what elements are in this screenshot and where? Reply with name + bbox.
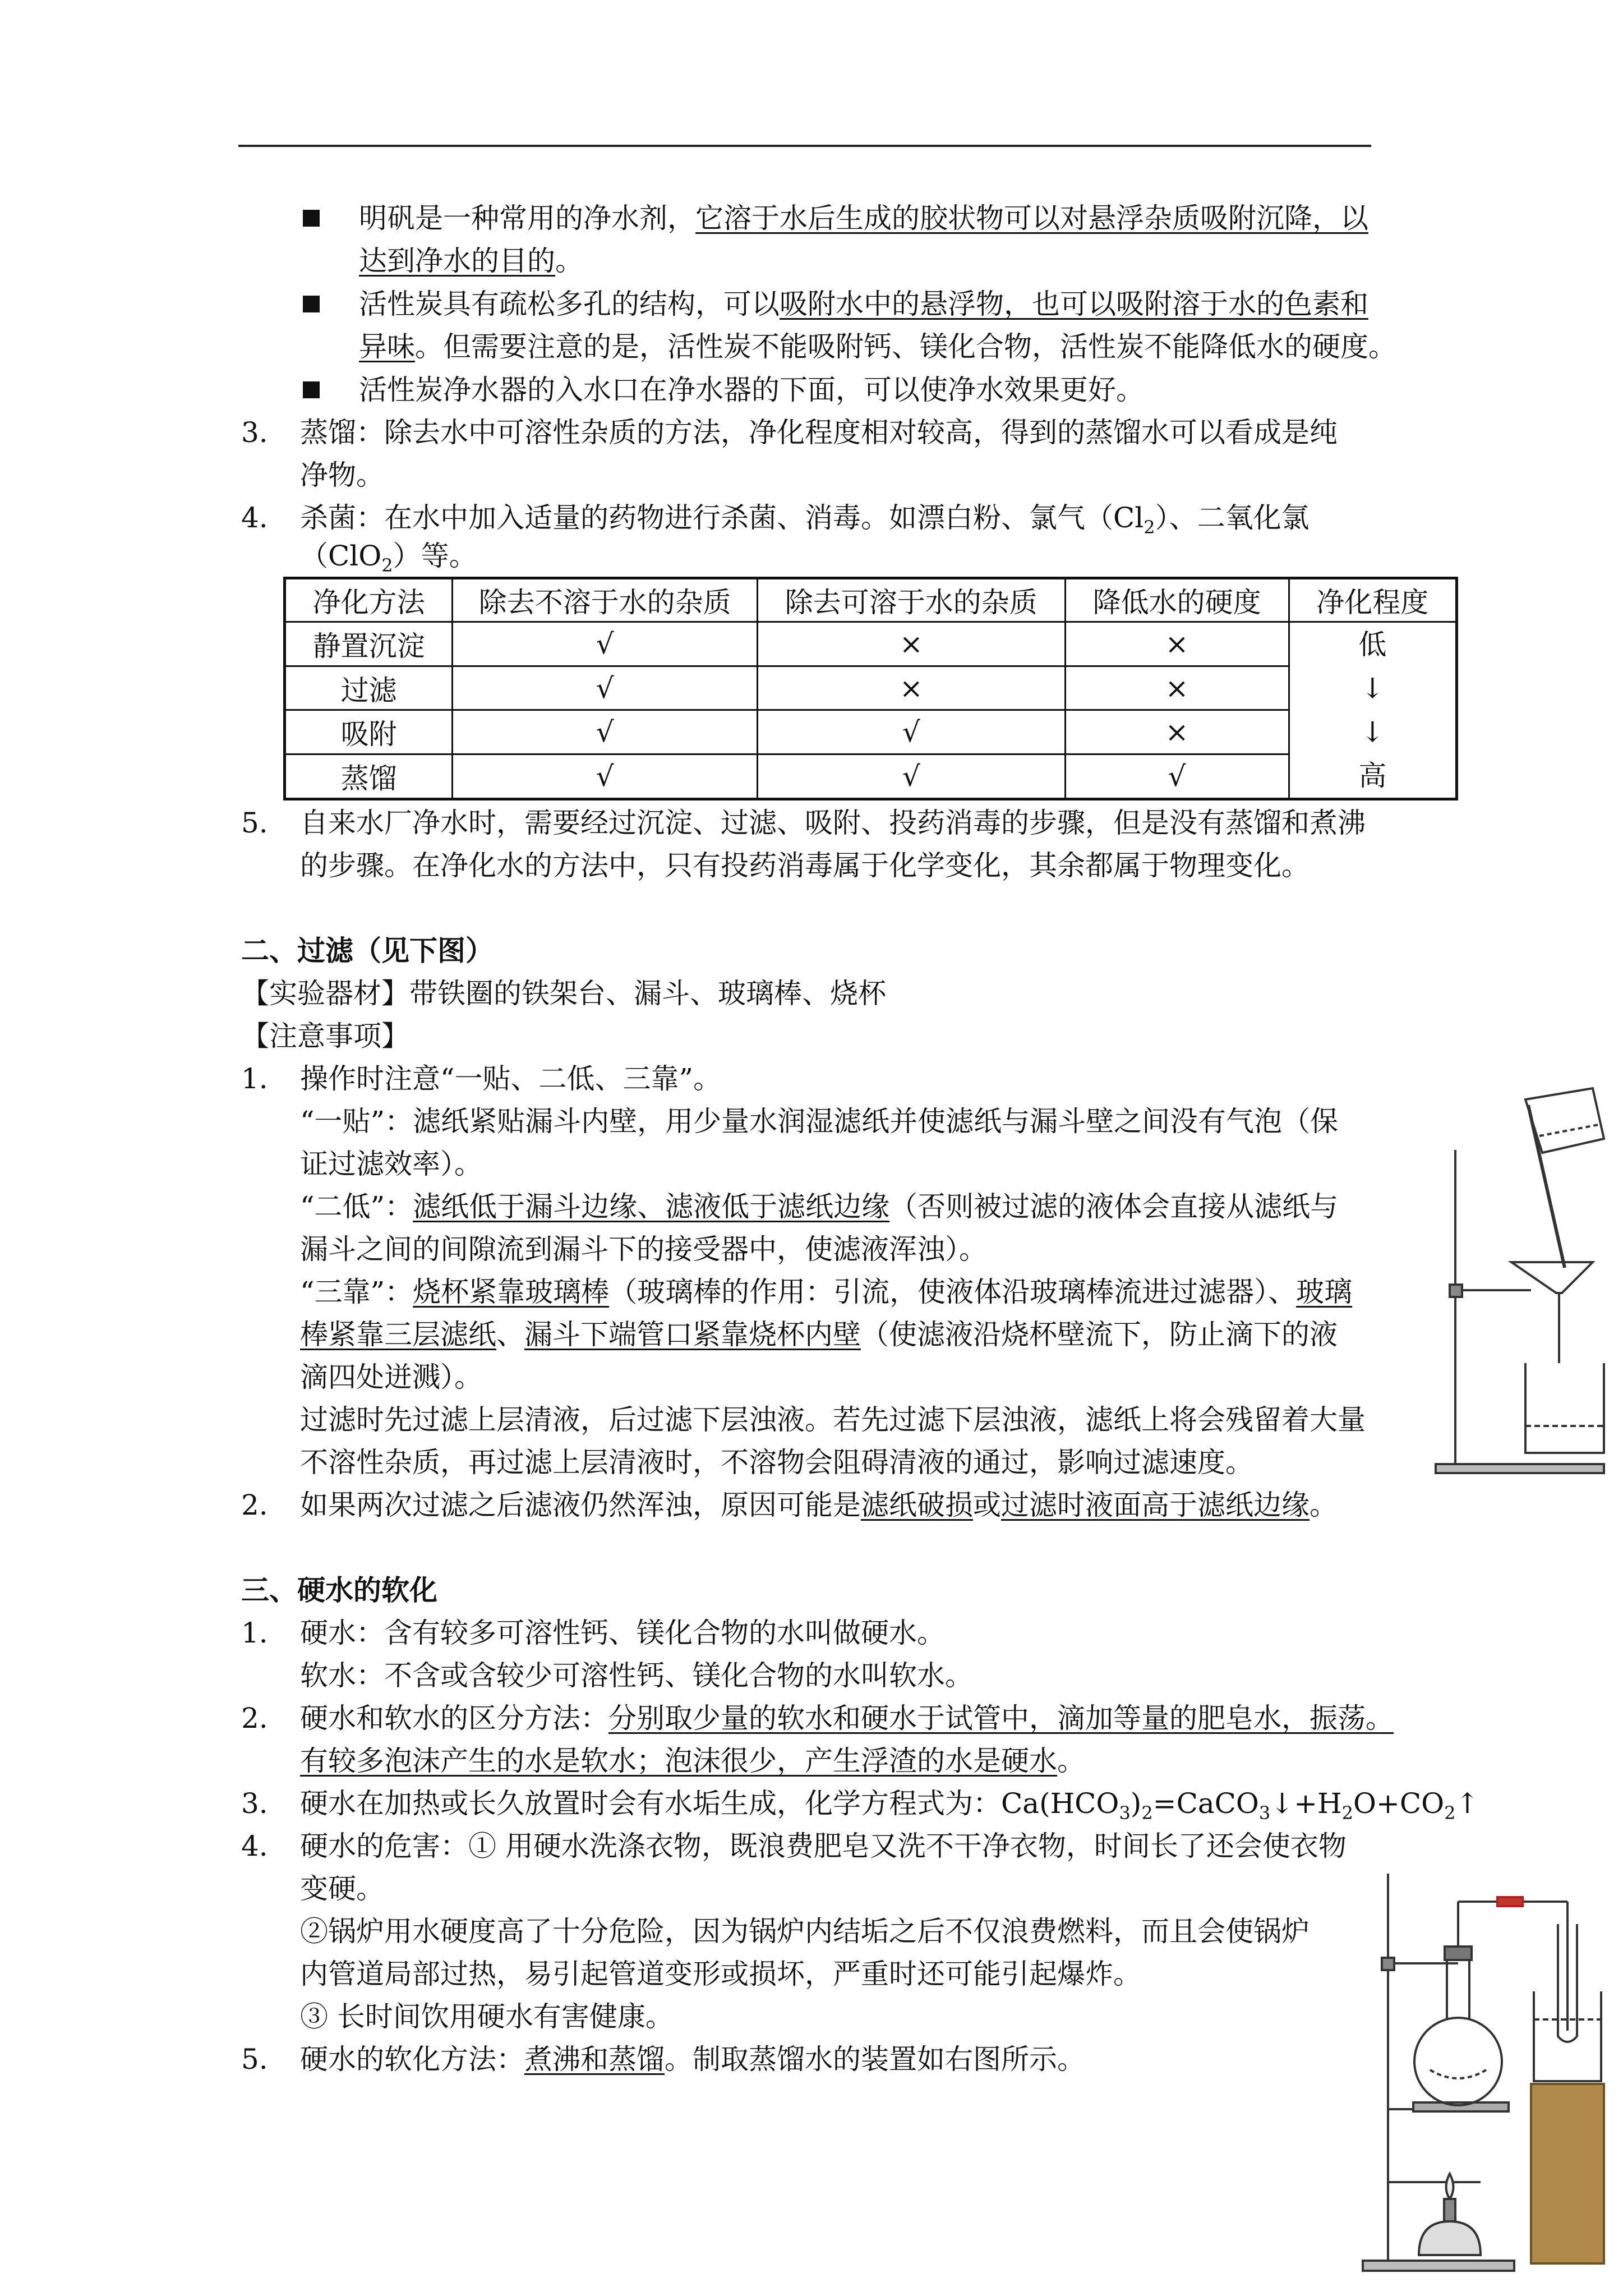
table-cell-method: 吸附 bbox=[285, 710, 453, 754]
underlined-text: 棒紧靠三层滤纸 bbox=[300, 1318, 496, 1351]
table-header: 净化方法 bbox=[285, 578, 453, 622]
item-number: 1. bbox=[241, 1617, 268, 1649]
harm-line-2: 变硬。 bbox=[300, 1872, 384, 1905]
text: （否则被过滤的液体会直接从滤纸与 bbox=[889, 1190, 1339, 1223]
notes-heading: 【注意事项】 bbox=[241, 1020, 409, 1052]
table-header-row bbox=[285, 578, 1457, 622]
filter-item-2 bbox=[300, 1483, 1338, 1527]
section-3-heading: 三、硬水的软化 bbox=[241, 1573, 437, 1607]
soft-water-def: 软水：不含或含较少可溶性钙、镁化合物的水叫软水。 bbox=[300, 1659, 973, 1692]
harm-line-4: 内管道局部过热，易引起管道变形或损坏，严重时还可能引起爆炸。 bbox=[300, 1958, 1141, 1990]
degree-arrow: ↓ bbox=[1361, 672, 1385, 705]
table-cell: √ bbox=[453, 754, 758, 799]
text: 明矾是一种常用的净水剂， bbox=[359, 202, 695, 234]
text: “二低”： bbox=[300, 1190, 413, 1223]
text: 如果两次过滤之后滤液仍然浑浊，原因可能是 bbox=[300, 1489, 861, 1521]
table-cell-method: 静置沉淀 bbox=[285, 622, 453, 666]
item-number: 1. bbox=[241, 1062, 268, 1095]
underlined-text: 煮沸和蒸馏 bbox=[524, 2043, 665, 2076]
text: 。但需要注意的是，活性炭不能吸附钙、镁化合物，活性炭不能降低水的硬度。 bbox=[415, 330, 1396, 363]
table-header: 除去可溶于水的杂质 bbox=[757, 578, 1065, 622]
text: ）等。 bbox=[393, 540, 477, 572]
underlined-text: 吸附水中的悬浮物，也可以吸附溶于水的色素和 bbox=[780, 288, 1368, 320]
underlined-text: 有较多泡沫产生的水是软水；泡沫很少，产生浮渣的水是硬水 bbox=[300, 1745, 1057, 1777]
item-number: 5. bbox=[241, 2043, 268, 2076]
text: 硬水的软化方法： bbox=[300, 2043, 524, 2076]
table-row bbox=[285, 666, 1457, 710]
underlined-text: 分别取少量的软水和硬水于试管中，滴加等量的肥皂水，振荡。 bbox=[608, 1702, 1394, 1734]
table-cell: √ bbox=[1065, 754, 1289, 799]
subscript: 2 bbox=[1444, 1802, 1456, 1824]
purification-table bbox=[283, 577, 1458, 800]
table-cell: √ bbox=[453, 666, 758, 710]
eq-part: ↑ bbox=[1455, 1787, 1479, 1820]
item-number: 3. bbox=[241, 416, 268, 449]
table-header: 降低水的硬度 bbox=[1065, 578, 1289, 622]
harm-line-5: ③ 长时间饮用硬水有害健康。 bbox=[300, 2000, 674, 2033]
underlined-text: 滤纸低于漏斗边缘、滤液低于滤纸边缘 bbox=[413, 1190, 890, 1223]
item-number: 2. bbox=[241, 1702, 268, 1734]
eq-part: =CaCO bbox=[1152, 1787, 1259, 1820]
section-2-heading: 二、过滤（见下图） bbox=[241, 934, 494, 967]
order-line-2: 不溶性杂质，再过滤上层清液时，不溶物会阻碍清液的通过，影响过滤速度。 bbox=[300, 1446, 1253, 1479]
subscript: 3 bbox=[1119, 1802, 1131, 1824]
harm-line-1: 硬水的危害：① 用硬水洗涤衣物，既浪费肥皂又洗不干净衣物，时间长了还会使衣物 bbox=[300, 1830, 1347, 1862]
text: 或 bbox=[973, 1489, 1001, 1521]
text: 。 bbox=[1057, 1745, 1085, 1777]
text: ）、二氧化氯 bbox=[1155, 501, 1310, 534]
table-cell-degree bbox=[1289, 622, 1456, 799]
chemical-equation bbox=[1001, 1787, 1479, 1824]
text: 。 bbox=[1310, 1489, 1338, 1521]
item-3-line-2: 净物。 bbox=[300, 459, 384, 491]
table-row bbox=[285, 710, 1457, 754]
text: 活性炭具有疏松多孔的结构，可以 bbox=[359, 288, 780, 320]
underlined-text: 过滤时液面高于滤纸边缘 bbox=[1001, 1489, 1310, 1521]
underlined-text: 异味 bbox=[359, 330, 415, 363]
sankao-line-2 bbox=[300, 1313, 1338, 1356]
sankao-line-1 bbox=[300, 1270, 1352, 1314]
table-row bbox=[285, 622, 1457, 666]
erdi-line-1 bbox=[300, 1185, 1338, 1228]
harm-line-3: ②锅炉用水硬度高了十分危险，因为锅炉内结垢之后不仅浪费燃料，而且会使锅炉 bbox=[300, 1915, 1310, 1948]
item-3-line-1: 蒸馏：除去水中可溶性杂质的方法，净化程度相对较高，得到的蒸馏水可以看成是纯 bbox=[300, 416, 1338, 449]
subscript: 2 bbox=[1341, 1802, 1354, 1824]
subscript: 2 bbox=[1141, 1802, 1153, 1824]
text: 。 bbox=[555, 245, 583, 277]
underlined-text: 烧杯紧靠玻璃棒 bbox=[413, 1276, 610, 1308]
degree-arrow: ↓ bbox=[1361, 716, 1385, 748]
header-rule bbox=[238, 145, 1371, 147]
filter-item-1: 操作时注意“一贴、二低、三靠”。 bbox=[300, 1062, 722, 1095]
filtration-apparatus-figure bbox=[1424, 1083, 1615, 1487]
item-5-line-1: 自来水厂净水时，需要经过沉淀、过滤、吸附、投药消毒的步骤，但是没有蒸馏和煮沸 bbox=[300, 807, 1366, 839]
erdi-line-2: 漏斗之间的间隙流到漏斗下的接受器中，使滤液浑浊）。 bbox=[300, 1233, 987, 1266]
sankao-line-3: 滴四处迸溅）。 bbox=[300, 1361, 482, 1393]
table-cell: √ bbox=[757, 754, 1065, 799]
distinguish-line-2 bbox=[300, 1739, 1085, 1783]
distillation-apparatus-figure bbox=[1346, 1868, 1615, 2277]
bullet-3-line-1: 活性炭净水器的入水口在净水器的下面，可以使净水效果更好。 bbox=[359, 374, 1144, 406]
item-4-line-1 bbox=[300, 496, 1310, 540]
item-number: 3. bbox=[241, 1787, 268, 1820]
eq-part: O+CO bbox=[1353, 1787, 1445, 1820]
table-cell-method: 过滤 bbox=[285, 666, 453, 710]
equipment-line: 【实验器材】带铁圈的铁架台、漏斗、玻璃棒、烧杯 bbox=[241, 977, 886, 1010]
text: 。制取蒸馏水的装置如右图所示。 bbox=[665, 2043, 1085, 2076]
table-cell: × bbox=[757, 622, 1065, 666]
item-5-line-2: 的步骤。在净化水的方法中，只有投药消毒属于化学变化，其余都属于物理变化。 bbox=[300, 849, 1310, 882]
distinguish-line-1 bbox=[300, 1696, 1394, 1740]
subscript: 2 bbox=[1144, 517, 1155, 538]
table-cell: × bbox=[1065, 666, 1289, 710]
table-cell: √ bbox=[453, 622, 758, 666]
table-header: 净化程度 bbox=[1289, 578, 1456, 622]
subscript: 2 bbox=[381, 555, 393, 576]
item-number: 2. bbox=[241, 1489, 268, 1521]
text: 硬水和软水的区分方法： bbox=[300, 1702, 608, 1734]
bullet-square bbox=[303, 381, 320, 398]
table-row bbox=[285, 754, 1457, 799]
table-cell: √ bbox=[453, 710, 758, 754]
subscript: 3 bbox=[1258, 1802, 1271, 1824]
bullet-square bbox=[303, 296, 320, 312]
text: “三靠”： bbox=[300, 1276, 413, 1308]
bullet-2-line-1 bbox=[359, 282, 1368, 326]
item-number: 4. bbox=[241, 501, 268, 534]
eq-part: ) bbox=[1130, 1787, 1142, 1820]
bullet-1-line-1 bbox=[359, 196, 1368, 240]
text: （ClO bbox=[300, 540, 382, 572]
underlined-text: 玻璃 bbox=[1296, 1276, 1353, 1308]
table-cell: × bbox=[1065, 710, 1289, 754]
text: （使滤液沿烧杯壁流下，防止滴下的液 bbox=[861, 1318, 1338, 1351]
softening-line bbox=[300, 2037, 1085, 2081]
text: 、 bbox=[496, 1318, 524, 1351]
hard-water-def: 硬水：含有较多可溶性钙、镁化合物的水叫做硬水。 bbox=[300, 1617, 945, 1649]
table-header: 除去不溶于水的杂质 bbox=[453, 578, 758, 622]
bullet-2-line-2 bbox=[359, 325, 1396, 369]
underlined-text: 滤纸破损 bbox=[861, 1489, 973, 1521]
item-4-line-2 bbox=[300, 534, 477, 578]
yitie-line-1: “一贴”：滤纸紧贴漏斗内壁，用少量水润湿滤纸并使滤纸与漏斗壁之间没有气泡（保 bbox=[300, 1105, 1339, 1138]
table-cell: √ bbox=[757, 710, 1065, 754]
underlined-text: 它溶于水后生成的胶状物可以对悬浮杂质吸附沉降，以 bbox=[695, 202, 1368, 234]
underlined-text: 达到净水的目的 bbox=[359, 245, 555, 277]
degree-high: 高 bbox=[1358, 760, 1387, 792]
order-line-1: 过滤时先过滤上层清液，后过滤下层浊液。若先过滤下层浊液，滤纸上将会残留着大量 bbox=[300, 1404, 1366, 1436]
yitie-line-2: 证过滤效率）。 bbox=[300, 1148, 482, 1180]
table-cell: × bbox=[1065, 622, 1289, 666]
item-number: 5. bbox=[241, 807, 268, 839]
bullet-1-line-2 bbox=[359, 239, 583, 283]
eq-part: Ca(HCO bbox=[1001, 1787, 1119, 1820]
scale-equation-line bbox=[300, 1782, 1479, 1825]
degree-low: 低 bbox=[1358, 628, 1387, 661]
eq-part: ↓+H bbox=[1270, 1787, 1342, 1820]
table-cell-method: 蒸馏 bbox=[285, 754, 453, 799]
text: （玻璃棒的作用：引流，使液体沿玻璃棒流进过滤器）、 bbox=[609, 1276, 1297, 1308]
table-cell: × bbox=[757, 666, 1065, 710]
text: 杀菌：在水中加入适量的药物进行杀菌、消毒。如漂白粉、氯气（Cl bbox=[300, 501, 1144, 534]
item-number: 4. bbox=[241, 1830, 268, 1862]
bullet-square bbox=[303, 210, 320, 227]
underlined-text: 漏斗下端管口紧靠烧杯内壁 bbox=[524, 1318, 861, 1351]
text: 硬水在加热或长久放置时会有水垢生成，化学方程式为： bbox=[300, 1787, 1001, 1820]
